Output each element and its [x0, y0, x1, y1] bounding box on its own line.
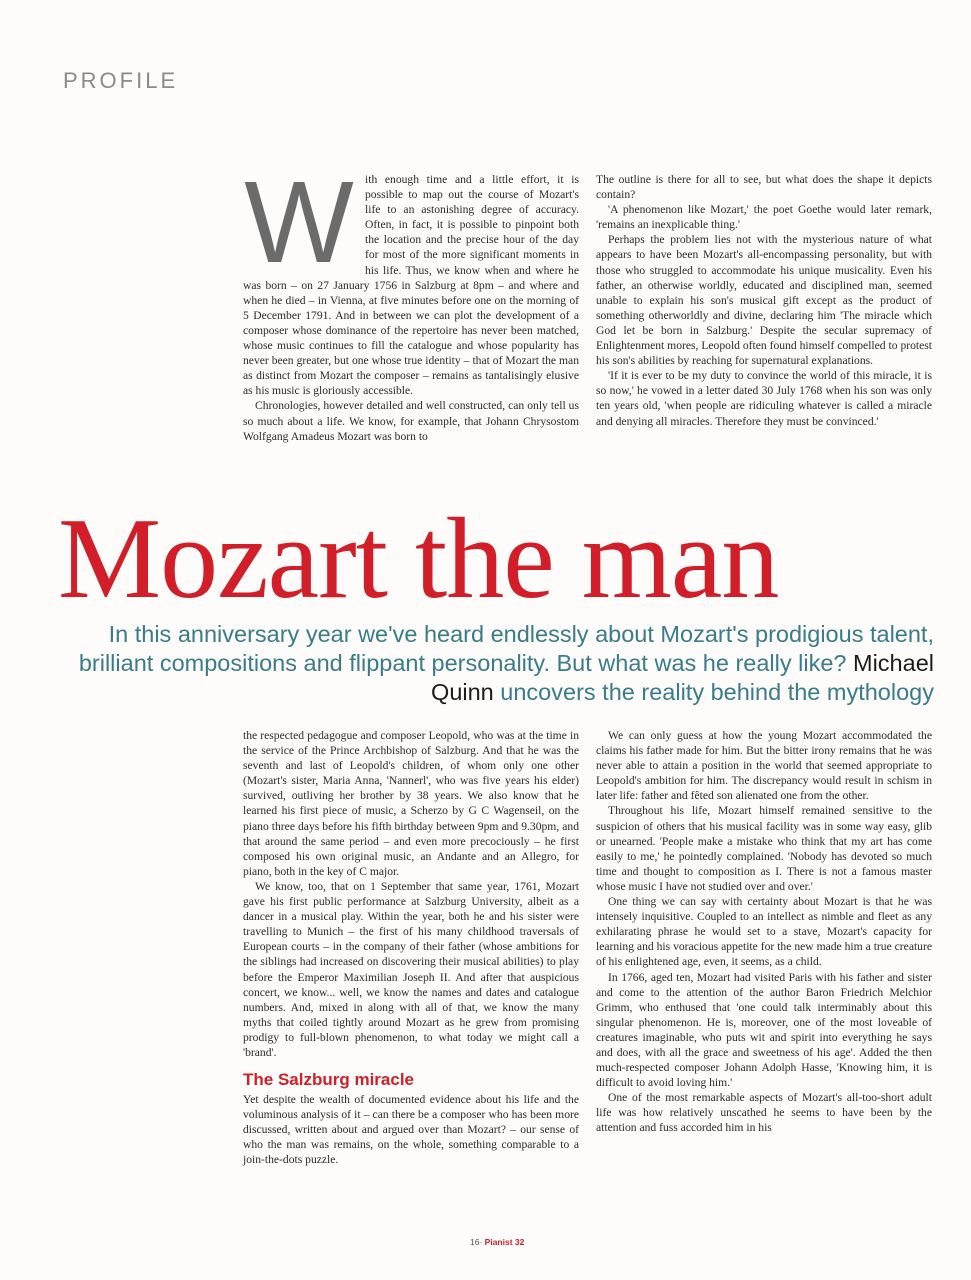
paragraph: the respected pedagogue and composer Leopold, who was at the time in the service of the Prince Archbishop of Salzburg. And that he was the seventh and last of Leopold's children, of whom only one other (Mozart's sister, Maria Anna, 'Nannerl', who was five years his elder) survived, outliving her brother by 38 years. We also know that he learned his first piece of music, a Scherzo by G C Wagenseil, on the piano three days before his fifth birthday between 9pm and 9.30pm, and that around the same period – and even more precociously – he first composed his own original music, an Andante and an Allegro, for piano, both in the key of C major. — [243, 729, 579, 878]
folio: 16· Pianist 32 — [470, 1237, 525, 1247]
paragraph: One of the most remarkable aspects of Mozart's all-too-short adult life was how relatively unscathed he seems to have been by the attention and fuss accorded him in his — [596, 1091, 932, 1135]
paragraph: One thing we can say with certainty about Mozart is that he was intensely inquisitive. Coupled to an intellect as nimble and fleet as any exhilarating phrase he would set to a stave, Mozart's capacity for learning and his voracious appetite for the new made him a true creature of his enlightened age, even, it seems, as a child. — [596, 895, 932, 969]
paragraph: We know, too, that on 1 September that same year, 1761, Mozart gave his first public performance at Salzburg University, albeit as a dancer in a musical play. Within the year, both he and his sister were travelling to Munich – the first of his many childhood traversals of European courts – in the company of their father (whose ambitions for the siblings had increased on discovering their musical abilities) to play before the Emperor Maximilian Joseph II. And after that auspicious concert, we know... well, we know the names and dates and catalogue numbers. And, mixed in along with all of that, we know the many myths that coiled tightly around Mozart as he grew from promising prodigy to full-blown phenomenon, to what today we might call a 'brand'. — [243, 879, 579, 1059]
headline: Mozart the man — [58, 495, 779, 623]
paragraph: 'A phenomenon like Mozart,' the poet Goethe would later remark, 'remains an inexplicable thing.' — [596, 203, 932, 232]
subheading: The Salzburg miracle — [243, 1070, 414, 1090]
magazine-name: Pianist 32 — [484, 1237, 525, 1247]
article-column-bottom-right — [596, 728, 932, 1136]
article-column-bottom-left — [243, 728, 579, 1168]
standfirst-tail: uncovers the reality behind the mythology — [500, 679, 934, 705]
article-column-top-left — [243, 157, 579, 444]
standfirst-text: In this anniversary year we've heard endlessly about Mozart's prodigious talent, brilliant compositions and flippant personality. But what was he really like? — [78, 621, 934, 676]
article-column-top-right — [596, 172, 932, 429]
paragraph: We can only guess at how the young Mozart accommodated the claims his father made for him. But the bitter irony remains that he was never able to attain a position in the world that seemed appropriate to Leopold's ambition for him. The discrepancy would result in schism in later life: father and fêted son alienated one from the other. — [596, 729, 932, 803]
paragraph: In 1766, aged ten, Mozart had visited Paris with his father and sister and come to the attention of the author Baron Friedrich Melchior Grimm, who enthused that 'one could talk interminably about this singular phenomenon. He is, moreover, one of the most loveable of creatures imaginable, who puts wit and spirit into everything he says and does, with all the grace and sweetness of his age'. Added the then much-respected composer Johann Adolph Hasse, 'Knowing him, it is difficult to avoid loving him.' — [596, 970, 932, 1090]
paragraph: ith enough time and a little effort, it is possible to map out the course of Mozart's life to an astonishing degree of accuracy. Often, in fact, it is possible to pinpoint both the location and the precise hour of the day for most of the more significant moments in his life. Thus, we know when and where he was born – on 27 January 1756 in Salzburg at 8pm – and where and when he died – in Vienna, at five minutes before one on the morning of 5 December 1791. And in between we can plot the development of a composer whose dominance of the repertoire has never been matched, whose music continues to fill the catalogue and whose popularity has never been greater, but one whose true identity – that of Mozart the man as distinct from Mozart the composer – remains as tantalisingly elusive as his music is gloriously accessible. — [243, 173, 579, 398]
page-number: 16 — [470, 1237, 480, 1247]
paragraph: 'If it is ever to be my duty to convince the world of this miracle, it is so now,' he vowed in a letter dated 30 July 1768 when his son was only ten years old, 'when people are ridiculing whatever is called a miracle and denying all miracles. Therefore they must be convinced.' — [596, 369, 932, 428]
paragraph: Perhaps the problem lies not with the mysterious nature of what appears to have been Mozart's all-encompassing personality, but with those who struggled to accommodate his unique musicality. Even his father, an otherwise worldly, educated and disciplined man, seemed unable to explain his son's musical gift except as the product of something otherworldly and divine, declaring him 'The miracle which God let be born in Salzburg.' Despite the secular supremacy of Enlightenment mores, Leopold often found himself compelled to protest his son's abilities by reaching for supernatural explanations. — [596, 233, 932, 368]
drop-cap: W — [244, 157, 354, 287]
section-label: PROFILE — [63, 68, 179, 93]
standfirst — [40, 620, 934, 707]
paragraph: Yet despite the wealth of documented evidence about his life and the voluminous analysis of it – can there be a composer who has been more discussed, written about and argued over than Mozart? – our sense of who the man was remains, on the whole, something comparable to a join-the-dots puzzle. — [243, 1093, 579, 1167]
paragraph: Throughout his life, Mozart himself remained sensitive to the suspicion of others that his musical facility was in some way easy, glib or unearned. 'People make a mistake who think that my art has come easily to me,' he pointedly complained. 'Nobody has devoted so much time and thought to composition as I. There is not a famous master whose music I have not studied over and over.' — [596, 804, 932, 893]
paragraph: The outline is there for all to see, but what does the shape it depicts contain? — [596, 173, 932, 202]
byline-author: Michael Quinn — [431, 650, 934, 705]
paragraph: Chronologies, however detailed and well constructed, can only tell us so much about a life. We know, for example, that Johann Chrysostom Wolfgang Amadeus Mozart was born to — [243, 399, 579, 443]
